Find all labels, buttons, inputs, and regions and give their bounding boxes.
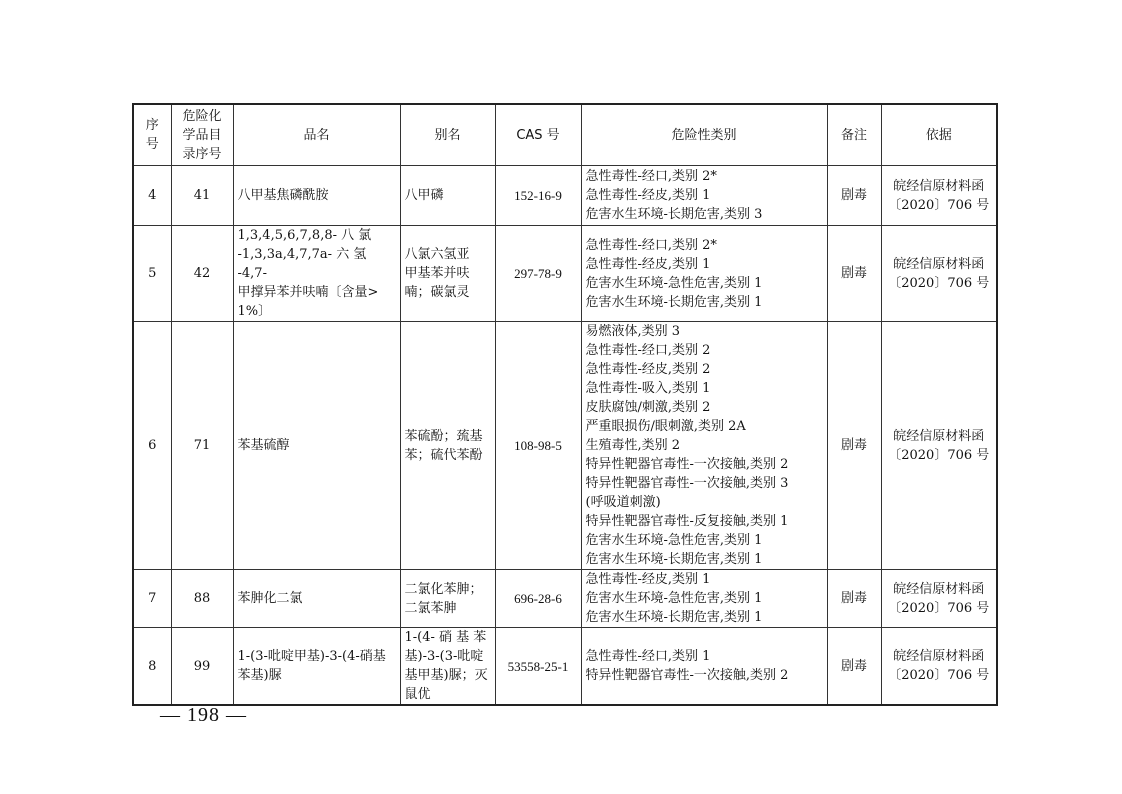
cell-alias-line: 1-(4- 硝 基 苯 (404, 630, 487, 645)
cell-hazard (581, 322, 827, 570)
header-basis: 依据 (881, 104, 997, 166)
cell-name (233, 166, 400, 226)
cell-name-line: 苯胂化二氯 (237, 591, 303, 606)
cell-hazard (581, 166, 827, 226)
cell-name-line: 1,3,4,5,6,7,8,8- 八 氯 (237, 228, 372, 243)
cell-cas: 696-28-6 (495, 570, 581, 628)
cell-basis (881, 166, 997, 226)
cell-hazard-line: 危害水生环境-长期危害,类别 1 (585, 552, 763, 567)
header-alias: 别名 (400, 104, 495, 166)
cell-name (233, 226, 400, 322)
cell-name (233, 570, 400, 628)
header-seq-line: 号 (145, 137, 159, 152)
cell-alias (400, 322, 495, 570)
cell-catalog: 99 (171, 628, 233, 706)
cell-alias (400, 226, 495, 322)
cell-cas: 108-98-5 (495, 322, 581, 570)
cell-catalog: 41 (171, 166, 233, 226)
cell-hazard-line: 急性毒性-经皮,类别 1 (585, 572, 711, 587)
cell-remark: 剧毒 (827, 628, 881, 706)
cell-hazard-line: 危害水生环境-急性危害,类别 1 (585, 533, 763, 548)
cell-basis-line: 〔2020〕706 号 (888, 600, 990, 616)
cell-alias-line: 苯硫酚；巯基 (404, 428, 483, 444)
cell-catalog: 88 (171, 570, 233, 628)
cell-basis-line: 皖经信原材料函 (893, 581, 985, 597)
cell-name-line: 甲撑异苯并呋喃〔含量> (237, 285, 379, 300)
cell-alias-line: 基甲基)脲；灭 (404, 668, 488, 683)
cell-seq: 7 (133, 570, 171, 628)
table-row (133, 628, 997, 706)
table-row (133, 322, 997, 570)
cell-alias-line: 苯；硫代苯酚 (404, 447, 483, 463)
cell-seq: 8 (133, 628, 171, 706)
cell-basis (881, 322, 997, 570)
cell-catalog: 71 (171, 322, 233, 570)
cell-basis-line: 皖经信原材料函 (893, 428, 985, 444)
cell-remark: 剧毒 (827, 166, 881, 226)
table-header-row (133, 104, 997, 166)
cell-remark: 剧毒 (827, 226, 881, 322)
header-catalog-line: 录序号 (182, 146, 222, 162)
page-number: — 198 — (160, 704, 247, 726)
cell-hazard-line: (呼吸道刺激) (585, 495, 661, 510)
cell-hazard (581, 226, 827, 322)
cell-alias-line: 喃；碳氯灵 (404, 285, 470, 300)
cell-hazard-line: 急性毒性-吸入,类别 1 (585, 381, 711, 396)
hazardous-chemicals-table (132, 103, 998, 706)
header-catalog-line: 学品目 (182, 127, 222, 143)
cell-name (233, 628, 400, 706)
header-catalog (171, 104, 233, 166)
cell-name-line: 八甲基焦磷酰胺 (237, 188, 329, 203)
header-cas: CAS 号 (495, 104, 581, 166)
cell-hazard-line: 易燃液体,类别 3 (585, 324, 681, 339)
cell-name-line: -1,3,3a,4,7,7a- 六 氢 -4,7- (237, 247, 367, 281)
header-catalog-line: 危险化 (182, 108, 222, 124)
cell-basis (881, 570, 997, 628)
cell-remark: 剧毒 (827, 570, 881, 628)
cell-hazard-line: 皮肤腐蚀/刺激,类别 2 (585, 400, 711, 415)
cell-hazard (581, 570, 827, 628)
cell-hazard-line: 急性毒性-经口,类别 2* (585, 237, 717, 253)
cell-alias-line: 甲基苯并呋 (404, 266, 470, 281)
header-hazard: 危险性类别 (581, 104, 827, 166)
header-name: 品名 (233, 104, 400, 166)
cell-seq: 4 (133, 166, 171, 226)
cell-hazard-line: 急性毒性-经口,类别 2 (585, 343, 711, 358)
cell-basis-line: 〔2020〕706 号 (888, 447, 990, 463)
cell-hazard-line: 严重眼损伤/眼刺激,类别 2A (585, 419, 746, 434)
cell-alias-line: 二氯化苯胂； (404, 581, 483, 597)
cell-hazard (581, 628, 827, 706)
cell-seq: 5 (133, 226, 171, 322)
cell-alias-line: 八甲磷 (404, 188, 444, 203)
cell-name-line: 苯基硫醇 (237, 438, 290, 453)
header-remark: 备注 (827, 104, 881, 166)
cell-cas: 53558-25-1 (495, 628, 581, 706)
cell-hazard-line: 急性毒性-经皮,类别 1 (585, 188, 711, 203)
cell-basis (881, 226, 997, 322)
cell-hazard-line: 特异性靶器官毒性-反复接触,类别 1 (585, 514, 789, 529)
cell-cas: 297-78-9 (495, 226, 581, 322)
cell-alias (400, 166, 495, 226)
cell-basis-line: 皖经信原材料函 (893, 178, 985, 194)
cell-remark: 剧毒 (827, 322, 881, 570)
cell-hazard-line: 危害水生环境-长期危害,类别 1 (585, 294, 763, 310)
cell-hazard-line: 危害水生环境-长期危害,类别 1 (585, 610, 763, 625)
cell-alias-line: 八氯六氢亚 (404, 247, 470, 262)
header-seq-line: 序 (145, 118, 159, 133)
cell-cas: 152-16-9 (495, 166, 581, 226)
cell-alias (400, 628, 495, 706)
cell-hazard-line: 特异性靶器官毒性-一次接触,类别 3 (585, 476, 789, 491)
header-seq (133, 104, 171, 166)
cell-name (233, 322, 400, 570)
cell-alias-line: 鼠优 (404, 687, 431, 702)
table-row (133, 226, 997, 322)
cell-basis-line: 皖经信原材料函 (893, 649, 985, 664)
cell-catalog: 42 (171, 226, 233, 322)
cell-hazard-line: 危害水生环境-急性危害,类别 1 (585, 275, 763, 291)
cell-basis-line: 〔2020〕706 号 (888, 275, 990, 291)
cell-hazard-line: 生殖毒性,类别 2 (585, 438, 681, 453)
cell-seq: 6 (133, 322, 171, 570)
cell-hazard-line: 急性毒性-经皮,类别 2 (585, 362, 711, 377)
cell-hazard-line: 危害水生环境-长期危害,类别 3 (585, 207, 763, 222)
table-row (133, 570, 997, 628)
cell-basis-line: 〔2020〕706 号 (888, 668, 990, 683)
cell-name-line: 1%〕 (237, 304, 272, 319)
table-row (133, 166, 997, 226)
cell-basis (881, 628, 997, 706)
cell-hazard-line: 急性毒性-经口,类别 2* (585, 169, 717, 184)
cell-hazard-line: 危害水生环境-急性危害,类别 1 (585, 591, 763, 606)
cell-basis-line: 皖经信原材料函 (893, 256, 985, 272)
cell-hazard-line: 特异性靶器官毒性-一次接触,类别 2 (585, 668, 789, 683)
cell-name-line: 1-(3-吡啶甲基)-3-(4-硝基 (237, 649, 386, 664)
cell-alias-line: 二氯苯胂 (404, 600, 457, 616)
cell-name-line: 苯基)脲 (237, 668, 282, 683)
cell-hazard-line: 急性毒性-经口,类别 1 (585, 649, 711, 664)
cell-alias-line: 基)-3-(3-吡啶 (404, 649, 484, 664)
cell-basis-line: 〔2020〕706 号 (888, 197, 990, 213)
cell-alias (400, 570, 495, 628)
cell-hazard-line: 特异性靶器官毒性-一次接触,类别 2 (585, 457, 789, 472)
cell-hazard-line: 急性毒性-经皮,类别 1 (585, 256, 711, 272)
table-body (133, 166, 997, 706)
